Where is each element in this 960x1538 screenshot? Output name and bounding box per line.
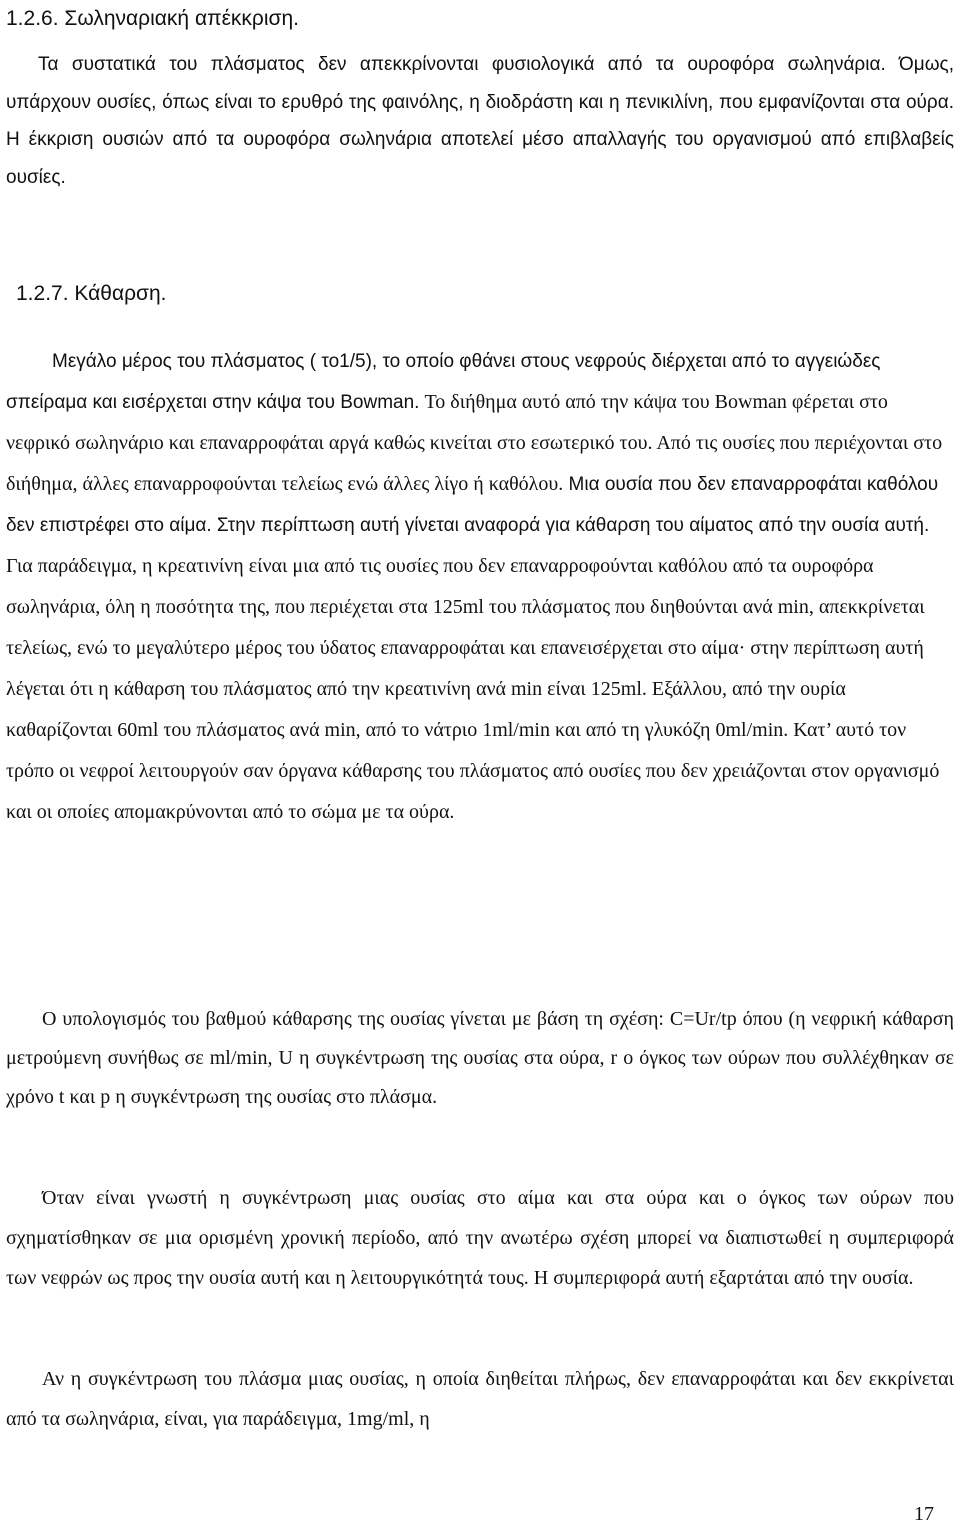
paragraph-clearance	[6, 342, 954, 833]
clearance-run-7: Εξάλλου, από την ουρία καθαρίζονται 60ml του πλάσματος ανά min, από το νάτριο 1ml/min και από τη γλυκόζη 0ml/min.	[6, 678, 846, 741]
clearance-run-1: Μεγάλο μέρος του πλάσματος ( το1/5), το οποίο φθάνει στους νεφρούς διέρχεται από το αγγειώδες σπείραμα και εισέρχεται στην κάψα του Bowman.	[6, 351, 881, 413]
paragraph-known-concentration: Όταν είναι γνωστή η συγκέντρωση μιας ουσίας στο αίμα και στα ούρα και ο όγκος των ούρων που σχηματίσθηκαν σε μια ορισμένη χρονική περίοδο, από την ανωτέρω σχέση μπορεί να διαπιστωθεί η συμπεριφορά των νεφρών ως προς την ουσία αυτή και η λειτουργικότητά τους. Η συμπεριφορά αυτή εξαρτάται από την ουσία.	[6, 1187, 954, 1289]
clearance-run-3: Από τις ουσίες που περιέχονται στο διήθημα, άλλες επαναρροφούνται τελείως ενώ άλλες λίγο ή καθόλου.	[6, 432, 943, 495]
clearance-run-2: Το διήθημα αυτό από την κάψα του Bowman φέρεται στο νεφρικό σωληνάριο και επαναρροφάται αργά καθώς κινείται στο εσωτερικό του.	[6, 391, 888, 454]
paragraph-plasma-concentration: Αν η συγκέντρωση του πλάσμα μιας ουσίας, η οποία διηθείται πλήρως, δεν επαναρροφάται και δεν εκκρίνεται από τα σωληνάρια, είναι, για παράδειγμα, 1mg/ml, η	[6, 1368, 954, 1430]
clearance-run-6: Για παράδειγμα, η κρεατινίνη είναι μια από τις ουσίες που δεν επαναρροφούνται καθόλου από τα ουροφόρα σωληνάρια, όλη η ποσότητα της, που περιέχεται στα 125ml του πλάσματος που διηθούνται ανά min, απεκκρίνεται τελείως, ενώ το μεγαλύτερο μέρος του ύδατος επαναρροφάται και επανεισέρχεται στο αίμα· στην περίπτωση αυτή λέγεται ότι η κάθαρση του πλάσματος από την κρεατινίνη ανά min είναι 125ml.	[6, 555, 925, 700]
paragraph-clearance-formula: Ο υπολογισμός του βαθμού κάθαρσης της ουσίας γίνεται με βάση τη σχέση: C=Ur/tp όπου (η νεφρική κάθαρση μετρούμενη συνήθως σε ml/min, U η συγκέντρωση της ουσίας στα ούρα, r ο όγκος των ούρων που συλλέχθηκαν σε χρόνο t και p η συγκέντρωση της ουσίας στο πλάσμα.	[6, 1008, 954, 1108]
clearance-run-8: Κατ’ αυτό τον τρόπο οι νεφροί λειτουργούν σαν όργανα κάθαρσης του πλάσματος από ουσίες που δεν χρειάζονται στον οργανισμό και οι οποίες απομακρύνονται από το σώμα με τα ούρα.	[6, 719, 940, 823]
section-heading-clearance: 1.2.7. Κάθαρση.	[16, 282, 167, 305]
clearance-run-4: Μια ουσία που δεν επαναρροφάται καθόλου δεν επιστρέφει στο αίμα.	[6, 474, 939, 536]
clearance-run-5: Στην περίπτωση αυτή γίνεται αναφορά για κάθαρση του αίματος από την ουσία αυτή.	[211, 515, 930, 536]
page-number: 17	[914, 1503, 934, 1525]
section-heading-tubular-secretion: 1.2.6. Σωληναριακή απέκκριση.	[6, 7, 300, 30]
paragraph-tubular-secretion: Τα συστατικά του πλάσματος δεν απεκκρίνονται φυσιολογικά από τα ουροφόρα σωληνάρια. Όμως, υπάρχουν ουσίες, όπως είναι το ερυθρό της φαινόλης, η διοδράστη και η πενικιλίνη, που εμφανίζονται στα ούρα. Η έκκριση ουσιών από τα ουροφόρα σωληνάρια αποτελεί μέσο απαλλαγής του οργανισμού από επιβλαβείς ουσίες.	[6, 54, 954, 188]
